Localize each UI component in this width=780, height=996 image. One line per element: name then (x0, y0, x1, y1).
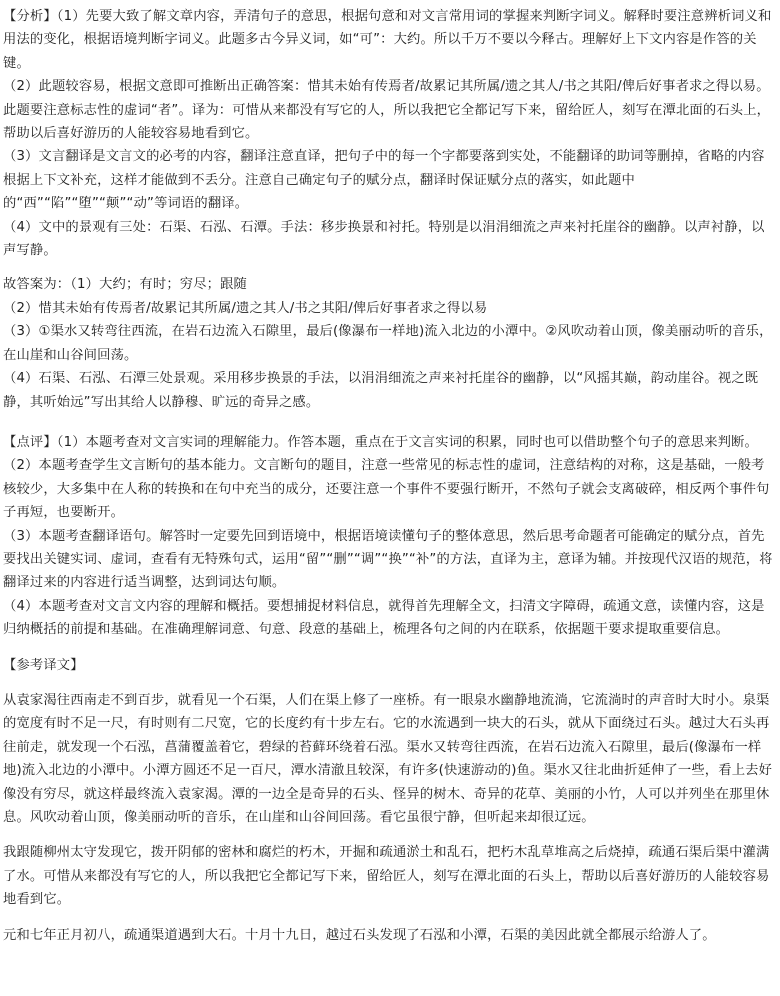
translation-section (3, 654, 776, 947)
analysis-paragraph-1: 【分析】（1）先要大致了解文章内容，弄清句子的意思，根据句意和对文言常用词的掌握来判断字词义。解释时要注意辨析词义和用法的变化，根据语境判断字词义。此题多古今异义词，如“可”：大约。所以千万不要以今释古。理解好上下文内容是作答的关键。 (3, 9, 772, 71)
comment-section (3, 431, 776, 642)
answer-line-1: 故答案为：（1）大约；有时；穷尽；跟随 (3, 277, 248, 293)
analysis-paragraph-2: （2）此题较容易，根据文意即可推断出正确答案：惜其未始有传焉者/故累记其所属/遗之其人/书之其阳/俾后好事者求之得以易。此题要注意标志性的虚词“者”。译为：可惜从来都没有写它的人，所以我把它全都记写下来，留给匠人，刻写在潭北面的石头上，帮助以后喜好游历的人能较容易地看到它。 (3, 79, 771, 142)
spacer (3, 414, 776, 431)
analysis-paragraph-3: （3）文言翻译是文言文的必考的内容，翻译注意直译，把句子中的每一个字都要落到实处，不能翻译的助词等删掉，省略的内容根据上下文补充，这样才能做到不丢分。注意自己确定句子的赋分点，翻译时保证赋分点的落实，如此题中的“西”“陷”“堕”“颠”“动”等词语的翻译。 (3, 149, 765, 212)
answer-line-2: （2）惜其未始有传焉者/故累记其所属/遗之其人/书之其阳/俾后好事者求之得以易 (3, 300, 488, 316)
answer-line-4: （4）石渠、石泓、石潭三处景观。采用移步换景的手法，以涓涓细流之声来衬托崖谷的幽静，以“风摇其巅，韵动崖谷。视之既静，其听始远”写出其给人以静穆、旷远的奇异之感。 (3, 371, 759, 410)
spacer (3, 829, 776, 841)
spacer (3, 642, 776, 654)
spacer (3, 912, 776, 924)
translation-heading: 【参考译文】 (3, 657, 84, 673)
analysis-section (3, 5, 776, 262)
comment-paragraph-4: （4）本题考查对文言文内容的理解和概括。要想捕捉材料信息，就得首先理解全文，扫清文字障碍，疏通文意，读懂内容，这是归纳概括的前提和基础。在准确理解词意、句意、段意的基础上，梳理各句之间的内在联系，依据题干要求提取重要信息。 (3, 598, 765, 638)
translation-paragraph-2: 我跟随柳州太守发现它，拨开阴郁的密林和腐烂的朽木，开掘和疏通淤土和乱石，把朽木乱草堆高之后烧掉，疏通石渠后渠中灌满了水。可惜从来都没有写它的人，所以我把它全都记写下来，留给匠人，刻写在潭北面的石头上，帮助以后喜好游历的人能较容易地看到它。 (3, 845, 770, 908)
spacer (3, 677, 776, 689)
translation-paragraph-3: 元和七年正月初八，疏通渠道遇到大石。十月十九日，越过石头发现了石泓和小潭，石渠的美因此就全都展示给游人了。 (3, 927, 716, 943)
analysis-paragraph-4: （4）文中的景观有三处：石渠、石泓、石潭。手法：移步换景和衬托。特别是以涓涓细流之声来衬托崖谷的幽静。以声衬静，以声写静。 (3, 219, 765, 259)
spacer (3, 262, 776, 273)
answer-line-3: （3）①渠水又转弯往西流，在岩石边流入石隙里，最后(像瀑布一样地)流入北边的小潭中。②风吹动着山顶，像美丽动听的音乐，在山崖和山谷间回荡。 (3, 324, 773, 363)
comment-paragraph-1: 【点评】（1）本题考查对文言实词的理解能力。作答本题，重点在于文言实词的积累，同时也可以借助整个句子的意思来判断。 (3, 434, 758, 450)
translation-paragraph-1: 从袁家渴往西南走不到百步，就看见一个石渠，人们在渠上修了一座桥。有一眼泉水幽静地流淌，它流淌时的声音时大时小。泉渠的宽度有时不足一尺，有时则有二尺宽，它的长度约有十步左右。它的水流遇到一块大的石头，就从下面绕过石头。越过大石头再往前走，就发现一个石泓，菖蒲覆盖着它，碧绿的苔藓环绕着石泓。渠水又转弯往西流，在岩石边流入石隙里，最后(像瀑布一样地)流入北边的小潭中。小潭方圆还不足一百尺，潭水清澈且较深，有许多(快速游动的)鱼。渠水又往北曲折延伸了一些，看上去好像没有穷尽，就这样最终流入袁家渴。潭的一边全是奇异的石头、怪异的树木、奇异的花草、美丽的小竹，人可以并列坐在那里休息。风吹动着山顶，像美丽动听的音乐，在山崖和山谷间回荡。看它虽很宁静，但听起来却很辽远。 (3, 692, 773, 825)
comment-paragraph-3: （3）本题考查翻译语句。解答时一定要先回到语境中，根据语境读懂句子的整体意思，然后思考命题者可能确定的赋分点，首先要找出关键实词、虚词，查看有无特殊句式，运用“留”“删”“调”“换”“补”的方法，直译为主，意译为辅。并按现代汉语的规范，将翻译过来的内容进行适当调整，达到词达句顺。 (3, 528, 773, 591)
answer-section (3, 273, 776, 413)
comment-paragraph-2: （2）本题考查学生文言断句的基本能力。文言断句的题目，注意一些常见的标志性的虚词，注意结构的对称，这是基础，一般考核较少，大多集中在人称的转换和在句中充当的成分，还要注意一个事件不要强行断开，不然句子就会支离破碎，相反两个事件句子再短，也要断开。 (3, 458, 770, 521)
